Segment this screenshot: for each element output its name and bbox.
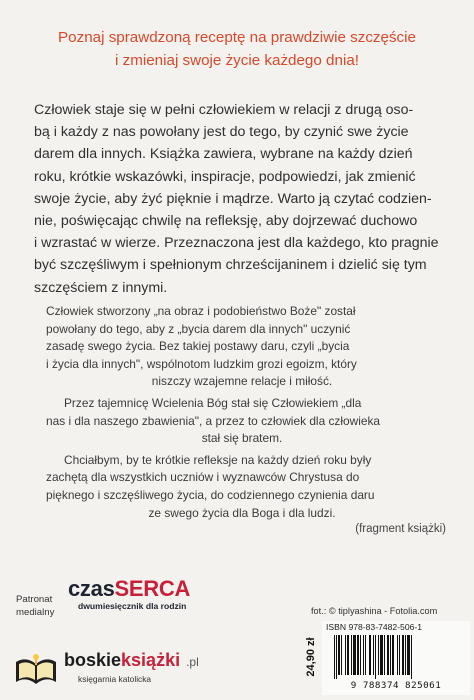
excerpt-source: (fragment książki) bbox=[355, 523, 446, 535]
excerpt-line: zachętą dla wszystkich uczniów i wyznawców Chrystusa do bbox=[46, 470, 360, 485]
photo-credit: fot.: © tiplyashina - Fotolia.com bbox=[311, 606, 438, 616]
excerpt-line: Przez tajemnicę Wcielenia Bóg stał się Człowiekiem „dla bbox=[64, 395, 362, 410]
price-value: 24,90 zł bbox=[305, 637, 317, 677]
excerpt-line: ze swego życia dla Boga i dla ludzi. bbox=[148, 505, 336, 520]
patron-label-line-1: Patronat bbox=[16, 594, 53, 605]
intro-line: swoje życie, aby żyć pięknie i mądrze. Warto ją czytać codzien- bbox=[34, 190, 432, 207]
excerpt-line: Człowiek stworzony „na obraz i podobieństwo Boże" został bbox=[46, 304, 356, 318]
intro-paragraph bbox=[34, 99, 447, 299]
czas-serca-subtitle: dwumiesięcznik dla rodzin bbox=[78, 601, 187, 611]
intro-line: bą i każdy z nas powołany jest do tego, by czynić swe życie bbox=[34, 124, 409, 141]
serca-word: SERCA bbox=[114, 576, 191, 601]
intro-line: nie, poświęcając chwilę na refleksję, aby dojrzewać duchowo bbox=[34, 213, 418, 230]
boskie-word: boskie bbox=[64, 650, 122, 670]
excerpt-line: niszczy wzajemne relacje i miłość. bbox=[151, 374, 333, 389]
barcode-icon bbox=[332, 635, 460, 679]
excerpt-line: Chciałbym, by te krótkie refleksje na każdy dzień roku były bbox=[64, 452, 372, 467]
patron-label-line-2: medialny bbox=[16, 607, 55, 618]
open-book-icon bbox=[12, 652, 60, 686]
boskie-ksiazki-logo bbox=[12, 648, 212, 694]
ksiazki-word: książki bbox=[121, 650, 181, 670]
intro-line: i wzrastać w wierze. Przeznaczona jest dla każdego, kto pragnie bbox=[34, 235, 439, 252]
boskie-ksiazki-subtitle: księgarnia katolicka bbox=[78, 674, 152, 684]
tagline bbox=[0, 26, 474, 72]
excerpt-line: zasadę swego życia. Bez takiej postawy daru, czyli „bycia bbox=[46, 339, 350, 354]
book-excerpt bbox=[46, 303, 438, 522]
excerpt-line: pięknego i szczęśliwego życia, do codziennego czynienia daru bbox=[46, 487, 375, 502]
excerpt-line: nas i dla naszego zbawienia", a przez to człowiek dla człowieka bbox=[46, 413, 381, 428]
intro-line: być szczęśliwym i spełnionym chrześcijaninem i dzielić się tym bbox=[34, 257, 427, 274]
price-tag bbox=[303, 619, 319, 695]
czas-word: czas bbox=[68, 576, 115, 601]
media-patron-label bbox=[16, 593, 54, 619]
tagline-line-1: Poznaj sprawdzoną receptę na prawdziwie szczęście bbox=[58, 29, 416, 46]
intro-line: darem dla innych. Książka zawiera, wybrane na każdy dzień bbox=[34, 146, 413, 163]
domain-suffix: .pl bbox=[186, 655, 199, 669]
intro-line: szczęściem z innymi. bbox=[34, 279, 168, 296]
tagline-line-2: i zmieniaj swoje życie każdego dnia! bbox=[115, 52, 359, 69]
excerpt-line: stał się bratem. bbox=[201, 431, 283, 446]
intro-line: Człowiek staje się w pełni człowiekiem w relacji z drugą oso- bbox=[34, 102, 414, 118]
excerpt-line: powołany do tego, aby z „bycia darem dla innych" uczynić bbox=[46, 321, 351, 336]
czas-serca-wordmark bbox=[68, 576, 190, 602]
barcode-panel bbox=[322, 621, 470, 695]
excerpt-line: i życia dla innych", wspólnotom ludzkim grozi egoizm, który bbox=[46, 356, 357, 371]
boskie-ksiazki-wordmark bbox=[64, 650, 199, 671]
isbn-number: ISBN 978-83-7482-506-1 bbox=[326, 622, 423, 632]
czas-serca-logo bbox=[68, 576, 190, 611]
intro-line: roku, krótkie wskazówki, inspiracje, podpowiedzi, jak zmienić bbox=[34, 168, 416, 185]
barcode-digits: 9 788374 825061 bbox=[350, 680, 442, 691]
